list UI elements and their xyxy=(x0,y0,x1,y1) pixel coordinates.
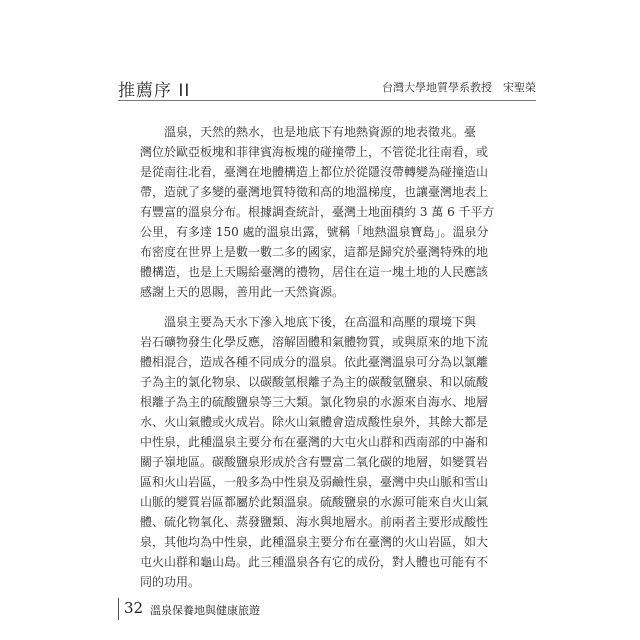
text-line: 屯火山群和龜山島。此三種溫泉各有它的成份，對人體也可能有不 xyxy=(140,555,489,569)
body-text xyxy=(140,122,518,602)
text-line: 關子嶺地區。碳酸鹽泉形成於含有豐富二氧化碳的地層，如變質岩 xyxy=(140,455,489,469)
section-title: 推薦序 II xyxy=(118,81,191,101)
text-line: 是從南往北看，臺灣在地體構造上都位於從隱沒帶轉變為碰撞造山 xyxy=(140,165,489,179)
page-header xyxy=(118,76,536,100)
text-line: 山脈的變質岩區都屬於此類溫泉。硫酸鹽泉的水源可能來自火山氣 xyxy=(140,495,489,509)
text-line: 有豐富的溫泉分布。根據調查統計，臺灣土地面積約 3 萬 6 千平方 xyxy=(140,205,495,219)
text-line: 子為主的氯化物泉、以碳酸氫根離子為主的碳酸氫鹽泉、和以硫酸 xyxy=(140,375,489,389)
text-line: 感謝上天的恩賜，善用此一天然資源。 xyxy=(140,285,345,299)
book-title: 溫泉保養地與健康旅遊 xyxy=(150,604,260,617)
text-line: 根離子為主的硫酸鹽泉等三大類。氯化物泉的水源來自海水、地層 xyxy=(140,395,489,409)
text-line: 公里，有多達 150 處的溫泉出露，號稱「地熱溫泉寶島」。溫泉分 xyxy=(140,225,489,239)
text-line: 體相混合，造成各種不同成分的溫泉。依此臺灣溫泉可分為以氯離 xyxy=(140,355,489,369)
author-byline: 台灣大學地質學系教授 宋聖榮 xyxy=(382,81,536,94)
text-line: 岩石礦物發生化學反應，溶解固體和氣體物質，或與原來的地下流 xyxy=(140,335,489,349)
text-line: 帶，造就了多變的臺灣地質特徵和高的地溫梯度，也讓臺灣地表上 xyxy=(140,185,489,199)
header-rule xyxy=(118,100,536,101)
text-line: 溫泉，天然的熱水，也是地底下有地熱資源的地表徵兆。臺 xyxy=(140,125,477,139)
text-line: 布密度在世界上是數一數二多的國家，這都是歸究於臺灣特殊的地 xyxy=(140,245,489,259)
page-footer xyxy=(118,598,418,620)
text-line: 水、火山氣體或火成岩。除火山氣體會造成酸性泉外，其餘大都是 xyxy=(140,415,489,429)
text-line: 灣位於歐亞板塊和菲律賓海板塊的碰撞帶上，不管從北往南看，或 xyxy=(140,145,489,159)
text-line: 體、硫化物氧化、蒸發鹽類、海水與地層水。前兩者主要形成酸性 xyxy=(140,515,489,529)
text-line: 同的功用。 xyxy=(140,575,201,589)
footer-divider xyxy=(118,598,119,620)
text-line: 泉，其他均為中性泉，此種溫泉主要分布在臺灣的火山岩區，如大 xyxy=(140,535,489,549)
paragraph-1 xyxy=(140,122,518,302)
text-line: 區和火山岩區，一般多為中性泉及弱鹼性泉，臺灣中央山脈和雪山 xyxy=(140,475,489,489)
text-line: 溫泉主要為天水下滲入地底下後，在高溫和高壓的環境下與 xyxy=(140,315,477,329)
paragraph-2 xyxy=(140,312,518,592)
text-line: 中性泉，此種溫泉主要分布在臺灣的大屯火山群和西南部的中崙和 xyxy=(140,435,489,449)
page-number: 32 xyxy=(124,599,144,617)
text-line: 體構造，也是上天賜給臺灣的禮物，居住在這一塊土地的人民應該 xyxy=(140,265,489,279)
